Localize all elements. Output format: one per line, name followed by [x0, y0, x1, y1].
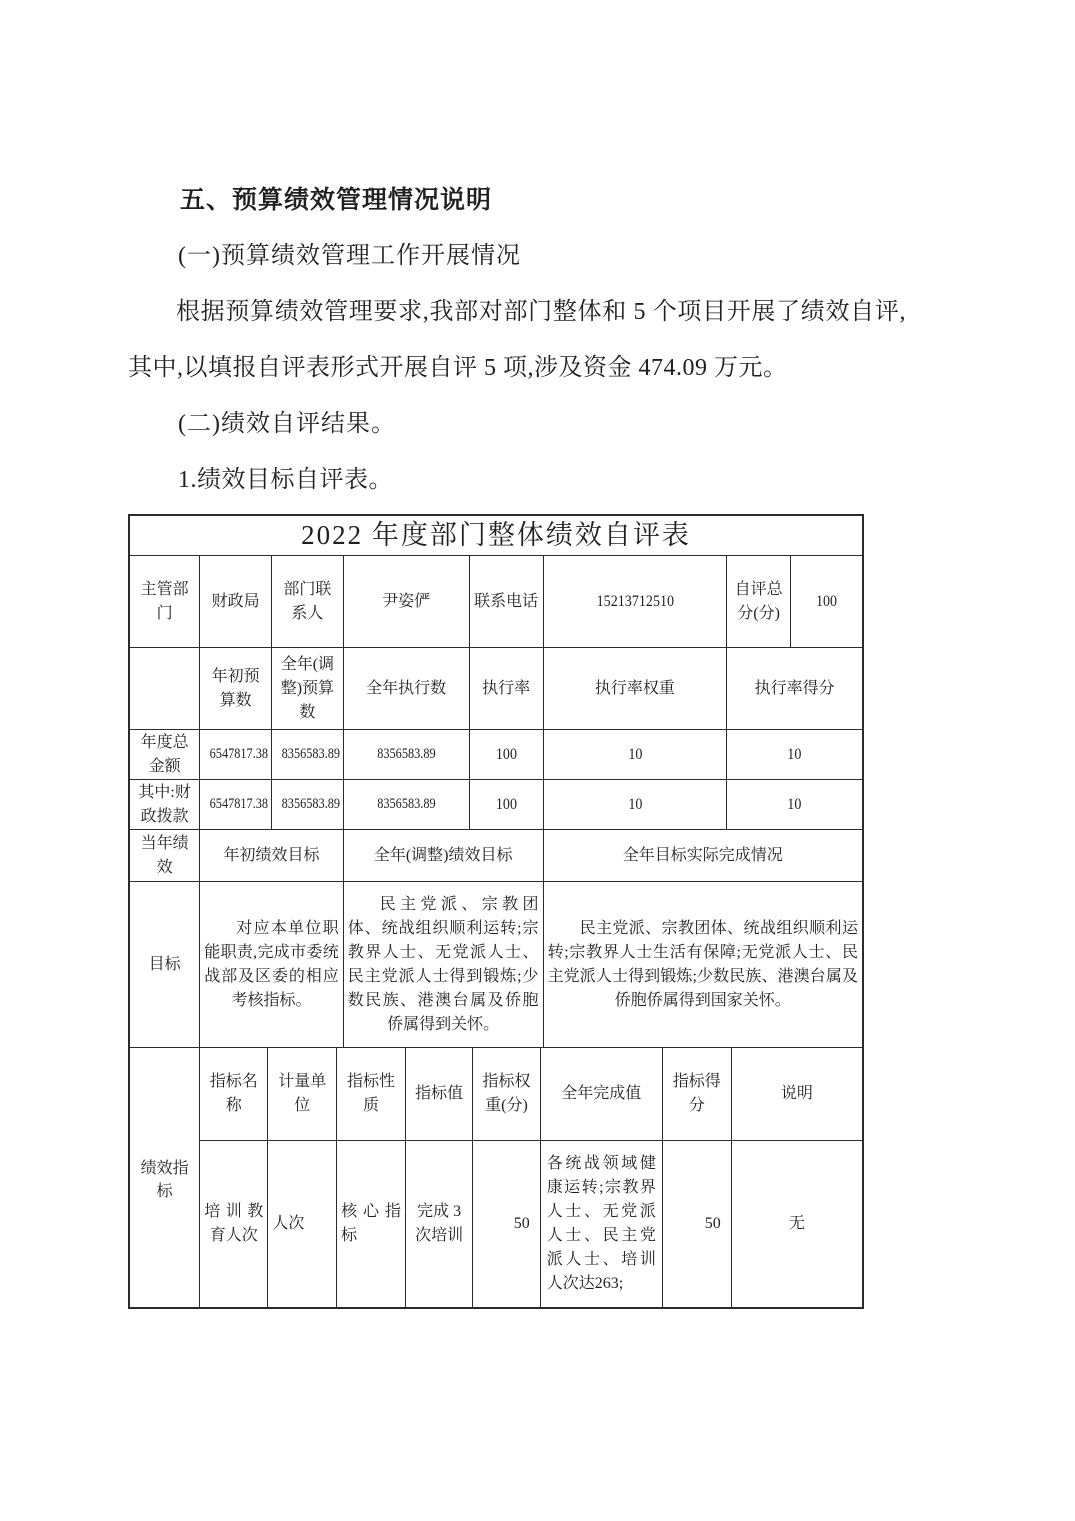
col-initial-budget: 年初预算数 [200, 648, 272, 729]
fiscal-allocation-initial: 6547817.38 [200, 780, 272, 829]
contact-person-label: 部门联系人 [272, 556, 344, 647]
section-heading: 五、预算绩效管理情况说明 [180, 186, 493, 214]
fiscal-allocation-score: 10 [787, 795, 802, 813]
budget-row-fiscal-allocation [130, 780, 862, 830]
self-score-value: 100 [815, 592, 837, 610]
col-indicator-weight: 指标权重(分) [473, 1048, 540, 1140]
annual-total-label: 年度总金额 [130, 730, 200, 779]
initial-target-header: 年初绩效目标 [200, 830, 343, 881]
fiscal-allocation-weight: 10 [544, 780, 728, 829]
target-row [130, 882, 862, 1048]
annual-completion-value: 各统战领域健康运转;宗教界人士、无党派人士、民主党派人士、培训人次达263; [541, 1141, 663, 1307]
annual-total-initial: 6547817.38 [200, 730, 272, 779]
indicator-body [200, 1048, 862, 1307]
phone-value: 15213712510 [544, 556, 728, 647]
annual-total-executed: 8356583.89 [344, 730, 470, 779]
col-indicator-value: 指标值 [406, 1048, 473, 1140]
target-label: 目标 [130, 882, 200, 1047]
list-item-heading: 1.绩效目标自评表。 [178, 467, 393, 493]
subsection-heading-2: (二)绩效自评结果。 [178, 411, 396, 437]
indicator-weight-value: 50 [473, 1141, 540, 1307]
col-remarks: 说明 [780, 1085, 813, 1102]
indicator-target-value: 完成 3 次培训 [406, 1141, 473, 1307]
budget-header-row [130, 648, 862, 730]
adjusted-target-text: 民主党派、宗教团体、统战组织顺利运转;宗教界人士、无党派人士、民主党派人士得到锻炼;少数民族、港澳台属及侨胞侨属得到关怀。 [344, 882, 544, 1047]
actual-completion-header: 全年目标实际完成情况 [622, 846, 783, 864]
performance-self-evaluation-table [128, 514, 864, 1309]
adjusted-target-header: 全年(调整)绩效目标 [344, 830, 544, 881]
phone-label: 联系电话 [470, 556, 544, 647]
body-paragraph: 根据预算绩效管理要求,我部对部门整体和 5 个项目开展了绩效自评,其中,以填报自评表形式开展自评 5 项,涉及资金 474.09 万元。 [128, 299, 906, 381]
indicator-name-value: 培训教育人次 [200, 1141, 268, 1307]
col-annual-completion: 全年完成值 [541, 1048, 663, 1140]
col-rate-score: 执行率得分 [754, 679, 835, 697]
contact-person-value: 尹姿俨 [344, 556, 470, 647]
fiscal-allocation-executed: 8356583.89 [344, 780, 470, 829]
col-measure-unit: 计量单位 [268, 1048, 337, 1140]
fiscal-allocation-rate: 100 [470, 780, 544, 829]
indicator-group-label: 绩效指标 [130, 1048, 200, 1307]
initial-target-text: 对应本单位职能职责,完成市委统战部及区委的相应考核指标。 [200, 882, 343, 1047]
annual-performance-label: 当年绩效 [130, 830, 200, 881]
indicator-section [130, 1048, 862, 1307]
actual-completion-text: 民主党派、宗教团体、统战组织顺利运转;宗教界人士生活有保障;无党派人士、民主党派人士得到锻炼;少数民族、港澳台属及侨胞侨属得到国家关怀。 [547, 919, 858, 1009]
col-indicator-nature: 指标性质 [337, 1048, 406, 1140]
table-title-row [130, 516, 862, 556]
fiscal-allocation-label: 其中:财政拨款 [130, 780, 200, 829]
subsection-heading-1: (一)预算绩效管理工作开展情况 [178, 243, 521, 269]
supervisor-dept-label: 主管部门 [130, 556, 200, 647]
indicator-score-value: 50 [663, 1141, 732, 1307]
col-indicator-name: 指标名称 [200, 1048, 268, 1140]
col-executed-amount: 全年执行数 [344, 648, 470, 729]
budget-row-annual-total [130, 730, 862, 780]
remarks-value: 无 [788, 1215, 805, 1232]
info-row [130, 556, 862, 648]
budget-col-empty [130, 648, 200, 729]
annual-total-rate: 100 [470, 730, 544, 779]
fiscal-allocation-adjusted: 8356583.89 [272, 780, 344, 829]
col-rate-weight: 执行率权重 [544, 648, 728, 729]
indicator-data-row [200, 1141, 862, 1307]
indicator-header-row [200, 1048, 862, 1141]
annual-total-score: 10 [787, 745, 802, 763]
target-header-row [130, 830, 862, 882]
self-score-label: 自评总分(分) [727, 556, 791, 647]
col-execution-rate: 执行率 [470, 648, 544, 729]
col-indicator-score: 指标得分 [663, 1048, 732, 1140]
col-adjusted-budget: 全年(调整)预算数 [272, 648, 344, 729]
supervisor-dept-value: 财政局 [200, 556, 272, 647]
indicator-nature-value: 核心指标 [337, 1141, 406, 1307]
annual-total-weight: 10 [544, 730, 728, 779]
measure-unit-value: 人次 [268, 1141, 337, 1307]
annual-total-adjusted: 8356583.89 [272, 730, 344, 779]
table-title: 2022 年度部门整体绩效自评表 [301, 520, 691, 551]
